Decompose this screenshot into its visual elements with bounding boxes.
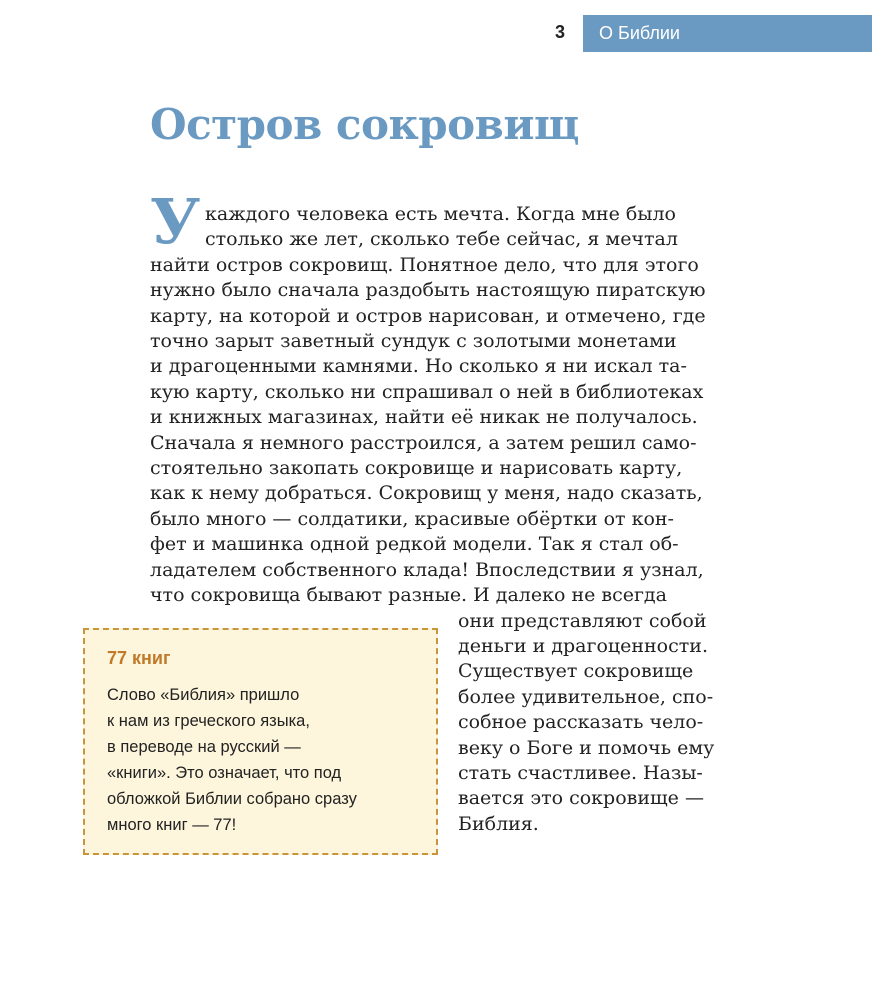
sidebar-line: «книги». Это означает, что под — [107, 764, 342, 782]
text-line: нужно было сначала раздобыть настоящую пиратскую — [150, 279, 706, 302]
text-line: карту, на которой и остров нарисован, и отмечено, где — [150, 304, 706, 327]
text-line: кую карту, сколько ни спрашивал о ней в библиотеках — [150, 380, 704, 403]
text-line: деньги и драгоценности. — [458, 634, 708, 657]
text-line: и книжных магазинах, найти её никак не получалось. — [150, 406, 698, 429]
text-line: веку о Боге и помочь ему — [458, 736, 715, 759]
page-number: 3 — [554, 22, 565, 42]
sidebar-title: 77 книг — [107, 648, 171, 668]
text-line: Библия. — [458, 812, 539, 835]
text-line: было много — солдатики, красивые обёртки от кон- — [150, 507, 674, 530]
sidebar-line: к нам из греческого языка, — [107, 712, 310, 730]
text-line: ладателем собственного клада! Впоследствии я узнал, — [150, 558, 704, 581]
section-tab: О Библии — [583, 15, 872, 52]
text-line: столько же лет, сколько тебе сейчас, я мечтал — [205, 228, 678, 251]
sidebar-line: в переводе на русский — — [107, 738, 301, 756]
text-line: стоятельно закопать сокровище и нарисовать карту, — [150, 457, 683, 480]
text-line: стать счастливее. Назы- — [458, 761, 703, 784]
text-line: Сначала я немного расстроился, а затем решил само- — [150, 431, 697, 454]
text-line: точно зарыт заветный сундук с золотыми монетами — [150, 330, 677, 353]
sidebar-text — [107, 682, 416, 838]
sidebar-box — [83, 628, 438, 855]
sidebar-line: Слово «Библия» пришло — [107, 686, 300, 704]
text-line: найти остров сокровищ. Понятное дело, что для этого — [150, 253, 699, 276]
text-line: вается это сокровище — — [458, 787, 704, 810]
text-line: что сокровища бывают разные. И далеко не всегда — [150, 584, 667, 607]
drop-cap: У — [150, 185, 201, 258]
sidebar-line: много книг — 77! — [107, 816, 237, 834]
sidebar-line: обложкой Библии собрано сразу — [107, 790, 357, 808]
text-line: Существует сокровище — [458, 660, 694, 683]
text-line: каждого человека есть мечта. Когда мне было — [205, 203, 676, 225]
text-line: собное рассказать чело- — [458, 711, 704, 734]
text-line: фет и машинка одной редкой модели. Так я стал об- — [150, 533, 679, 556]
text-line: они представляют собой — [458, 609, 707, 632]
text-line: как к нему добраться. Сокровищ у меня, надо сказать, — [150, 482, 703, 505]
text-line: более удивительное, спо- — [458, 685, 714, 708]
text-line: и драгоценными камнями. Но сколько я ни искал та- — [150, 355, 687, 378]
page-title: Остров сокровищ — [150, 100, 579, 149]
